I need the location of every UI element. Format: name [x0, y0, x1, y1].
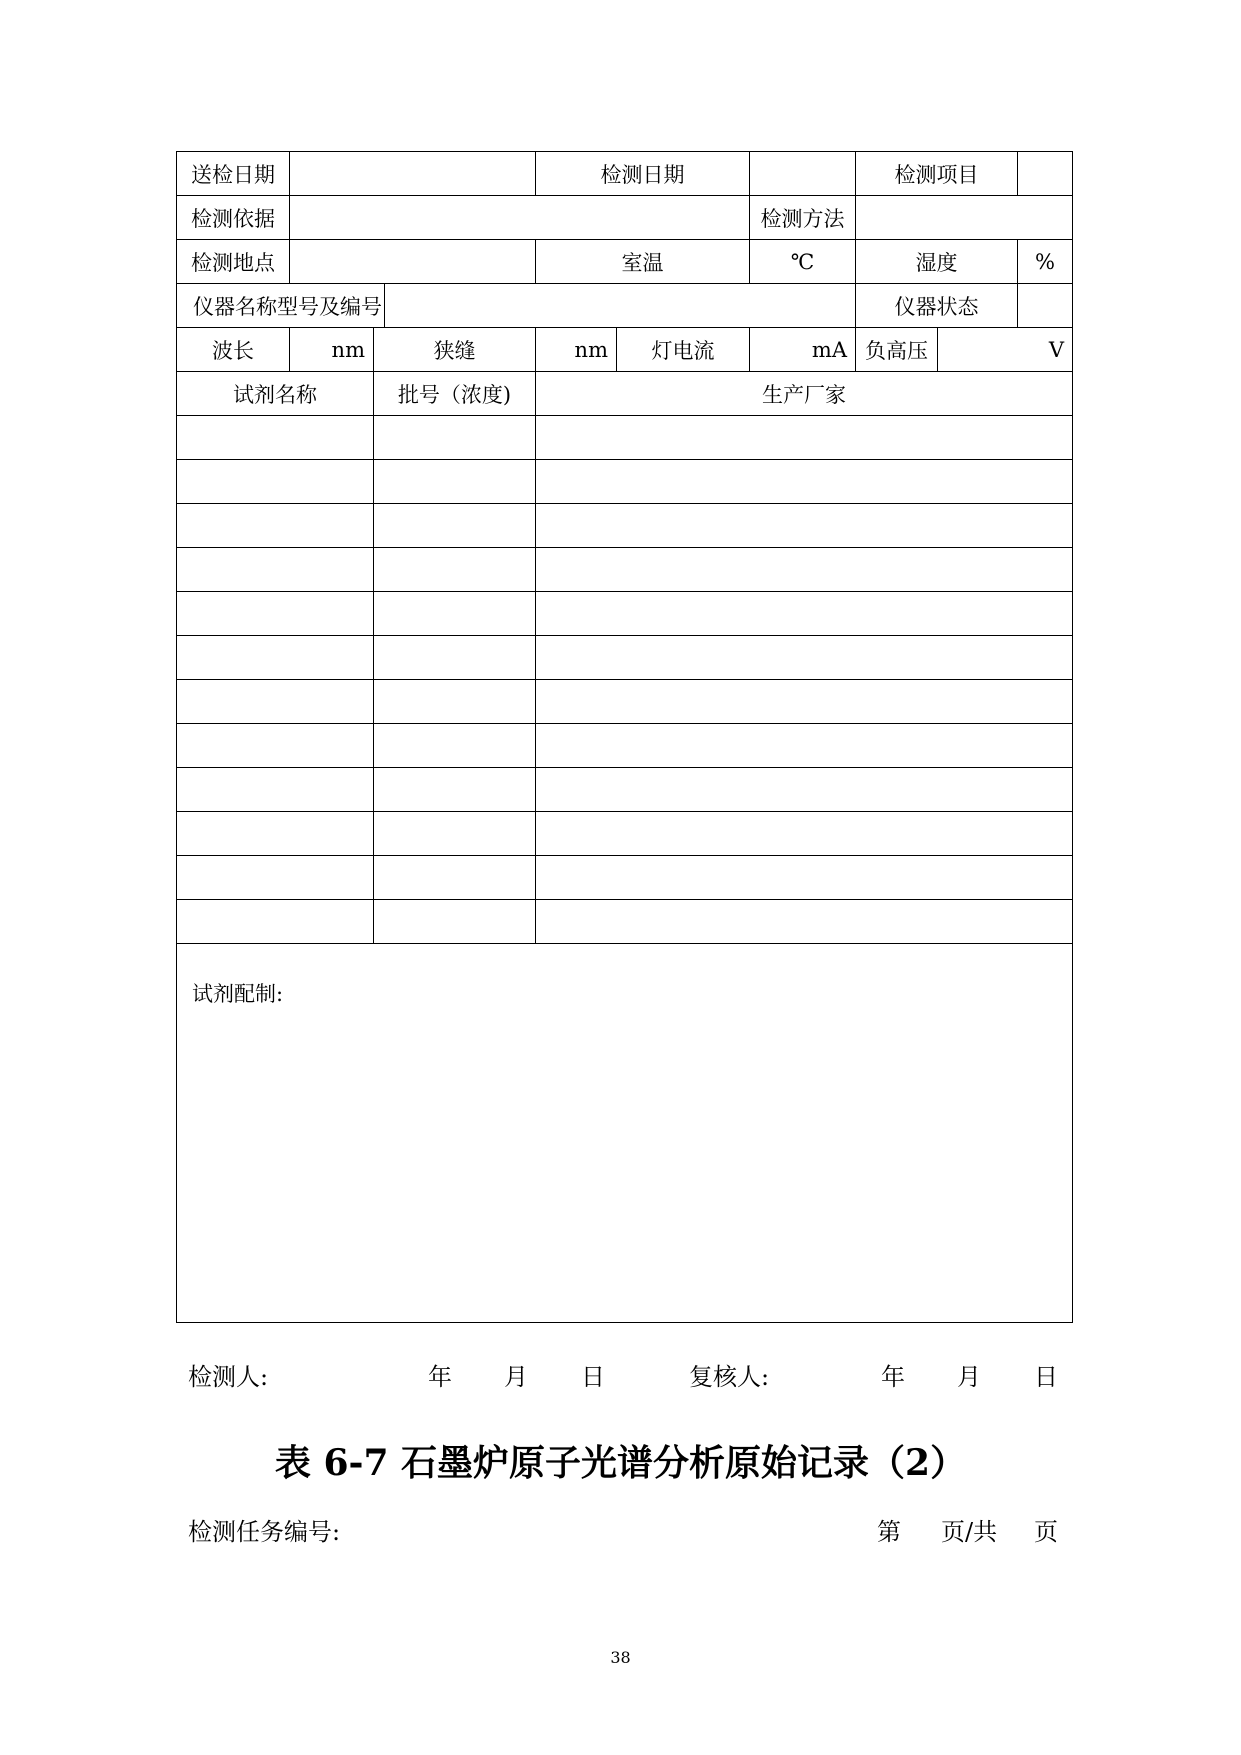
test-date-label: 检测日期	[536, 152, 750, 196]
reagent-prep-area[interactable]	[177, 944, 1073, 1323]
wavelength-unit[interactable]: nm	[290, 328, 374, 372]
header-row-5	[177, 328, 1073, 372]
reagent-row	[177, 636, 1073, 680]
reagent-name-cell[interactable]	[177, 856, 374, 900]
task-number-label: 检测任务编号:	[188, 1518, 341, 1546]
table-caption: 表 6-7 石墨炉原子光谱分析原始记录（2）	[274, 1442, 967, 1484]
instrument-status-label: 仪器状态	[856, 284, 1018, 328]
reagent-maker-cell[interactable]	[536, 592, 1073, 636]
reagent-batch-cell[interactable]	[374, 548, 536, 592]
reagent-row	[177, 812, 1073, 856]
lamp-current-unit[interactable]: mA	[750, 328, 856, 372]
page-end-label: 页	[1034, 1518, 1058, 1546]
reagent-batch-cell[interactable]	[374, 504, 536, 548]
tester-year: 年	[428, 1363, 452, 1391]
reagent-row	[177, 548, 1073, 592]
reagent-maker-cell[interactable]	[536, 812, 1073, 856]
wavelength-label: 波长	[177, 328, 290, 372]
slit-unit[interactable]: nm	[536, 328, 617, 372]
reagent-maker-cell[interactable]	[536, 724, 1073, 768]
reagent-batch-cell[interactable]	[374, 768, 536, 812]
reagent-batch-cell[interactable]	[374, 900, 536, 944]
test-date-field[interactable]	[750, 152, 856, 196]
reagent-name-cell[interactable]	[177, 592, 374, 636]
instrument-field[interactable]	[385, 284, 856, 328]
room-temp-label: 室温	[536, 240, 750, 284]
reagent-batch-cell[interactable]	[374, 680, 536, 724]
reagent-name-cell[interactable]	[177, 504, 374, 548]
method-field[interactable]	[856, 196, 1073, 240]
reagent-rows	[177, 416, 1073, 944]
reagent-batch-cell[interactable]	[374, 416, 536, 460]
reagent-maker-cell[interactable]	[536, 636, 1073, 680]
reagent-maker-cell[interactable]	[536, 460, 1073, 504]
record-form-table	[176, 151, 1073, 1323]
method-label: 检测方法	[750, 196, 856, 240]
reagent-name-cell[interactable]	[177, 680, 374, 724]
slit-label: 狭缝	[374, 328, 536, 372]
tester-month: 月	[504, 1363, 528, 1391]
reagent-name-cell[interactable]	[177, 900, 374, 944]
instrument-status-field[interactable]	[1018, 284, 1073, 328]
reagent-row	[177, 592, 1073, 636]
basis-field[interactable]	[290, 196, 750, 240]
reagent-batch-cell[interactable]	[374, 592, 536, 636]
reagent-name-cell[interactable]	[177, 548, 374, 592]
page-number: 38	[610, 1648, 631, 1667]
reagent-name-cell[interactable]	[177, 768, 374, 812]
place-label: 检测地点	[177, 240, 290, 284]
basis-label: 检测依据	[177, 196, 290, 240]
page-no-label: 第	[877, 1518, 901, 1546]
reagent-name-cell[interactable]	[177, 460, 374, 504]
reagent-batch-cell[interactable]	[374, 856, 536, 900]
reagent-name-cell[interactable]	[177, 636, 374, 680]
reagent-header-row	[177, 372, 1073, 416]
reagent-maker-cell[interactable]	[536, 768, 1073, 812]
lamp-current-label: 灯电流	[617, 328, 750, 372]
prep-row	[177, 944, 1073, 1323]
header-row-3	[177, 240, 1073, 284]
reagent-name-header: 试剂名称	[177, 372, 374, 416]
reagent-row	[177, 504, 1073, 548]
reagent-prep-label: 试剂配制:	[192, 982, 284, 1006]
room-temp-unit[interactable]: ℃	[750, 240, 856, 284]
test-item-label: 检测项目	[856, 152, 1018, 196]
header-row-1	[177, 152, 1073, 196]
tester-label: 检测人:	[188, 1363, 269, 1391]
reagent-row	[177, 680, 1073, 724]
reagent-row	[177, 416, 1073, 460]
reviewer-day: 日	[1034, 1363, 1058, 1391]
place-field[interactable]	[290, 240, 536, 284]
reviewer-label: 复核人:	[689, 1363, 770, 1391]
humidity-label: 湿度	[856, 240, 1018, 284]
reagent-row	[177, 768, 1073, 812]
reagent-maker-cell[interactable]	[536, 548, 1073, 592]
reviewer-month: 月	[957, 1363, 981, 1391]
reagent-row	[177, 724, 1073, 768]
reagent-row	[177, 460, 1073, 504]
reagent-maker-cell[interactable]	[536, 900, 1073, 944]
reagent-batch-header: 批号（浓度)	[374, 372, 536, 416]
reagent-row	[177, 856, 1073, 900]
neg-hv-unit[interactable]: V	[938, 328, 1073, 372]
reagent-batch-cell[interactable]	[374, 724, 536, 768]
reagent-maker-cell[interactable]	[536, 416, 1073, 460]
reagent-batch-cell[interactable]	[374, 812, 536, 856]
neg-hv-label: 负高压	[856, 328, 938, 372]
reagent-batch-cell[interactable]	[374, 636, 536, 680]
header-row-2	[177, 196, 1073, 240]
reviewer-year: 年	[881, 1363, 905, 1391]
reagent-maker-cell[interactable]	[536, 504, 1073, 548]
send-date-field[interactable]	[290, 152, 536, 196]
reagent-row	[177, 900, 1073, 944]
reagent-maker-cell[interactable]	[536, 680, 1073, 724]
test-item-field[interactable]	[1018, 152, 1073, 196]
reagent-name-cell[interactable]	[177, 724, 374, 768]
tester-day: 日	[581, 1363, 605, 1391]
instrument-label: 仪器名称型号及编号	[177, 284, 385, 328]
reagent-name-cell[interactable]	[177, 416, 374, 460]
reagent-maker-cell[interactable]	[536, 856, 1073, 900]
reagent-name-cell[interactable]	[177, 812, 374, 856]
humidity-unit[interactable]: %	[1018, 240, 1073, 284]
reagent-maker-header: 生产厂家	[536, 372, 1073, 416]
page-of-label: 页/共	[941, 1518, 998, 1546]
reagent-batch-cell[interactable]	[374, 460, 536, 504]
header-row-4	[177, 284, 1073, 328]
send-date-label: 送检日期	[177, 152, 290, 196]
